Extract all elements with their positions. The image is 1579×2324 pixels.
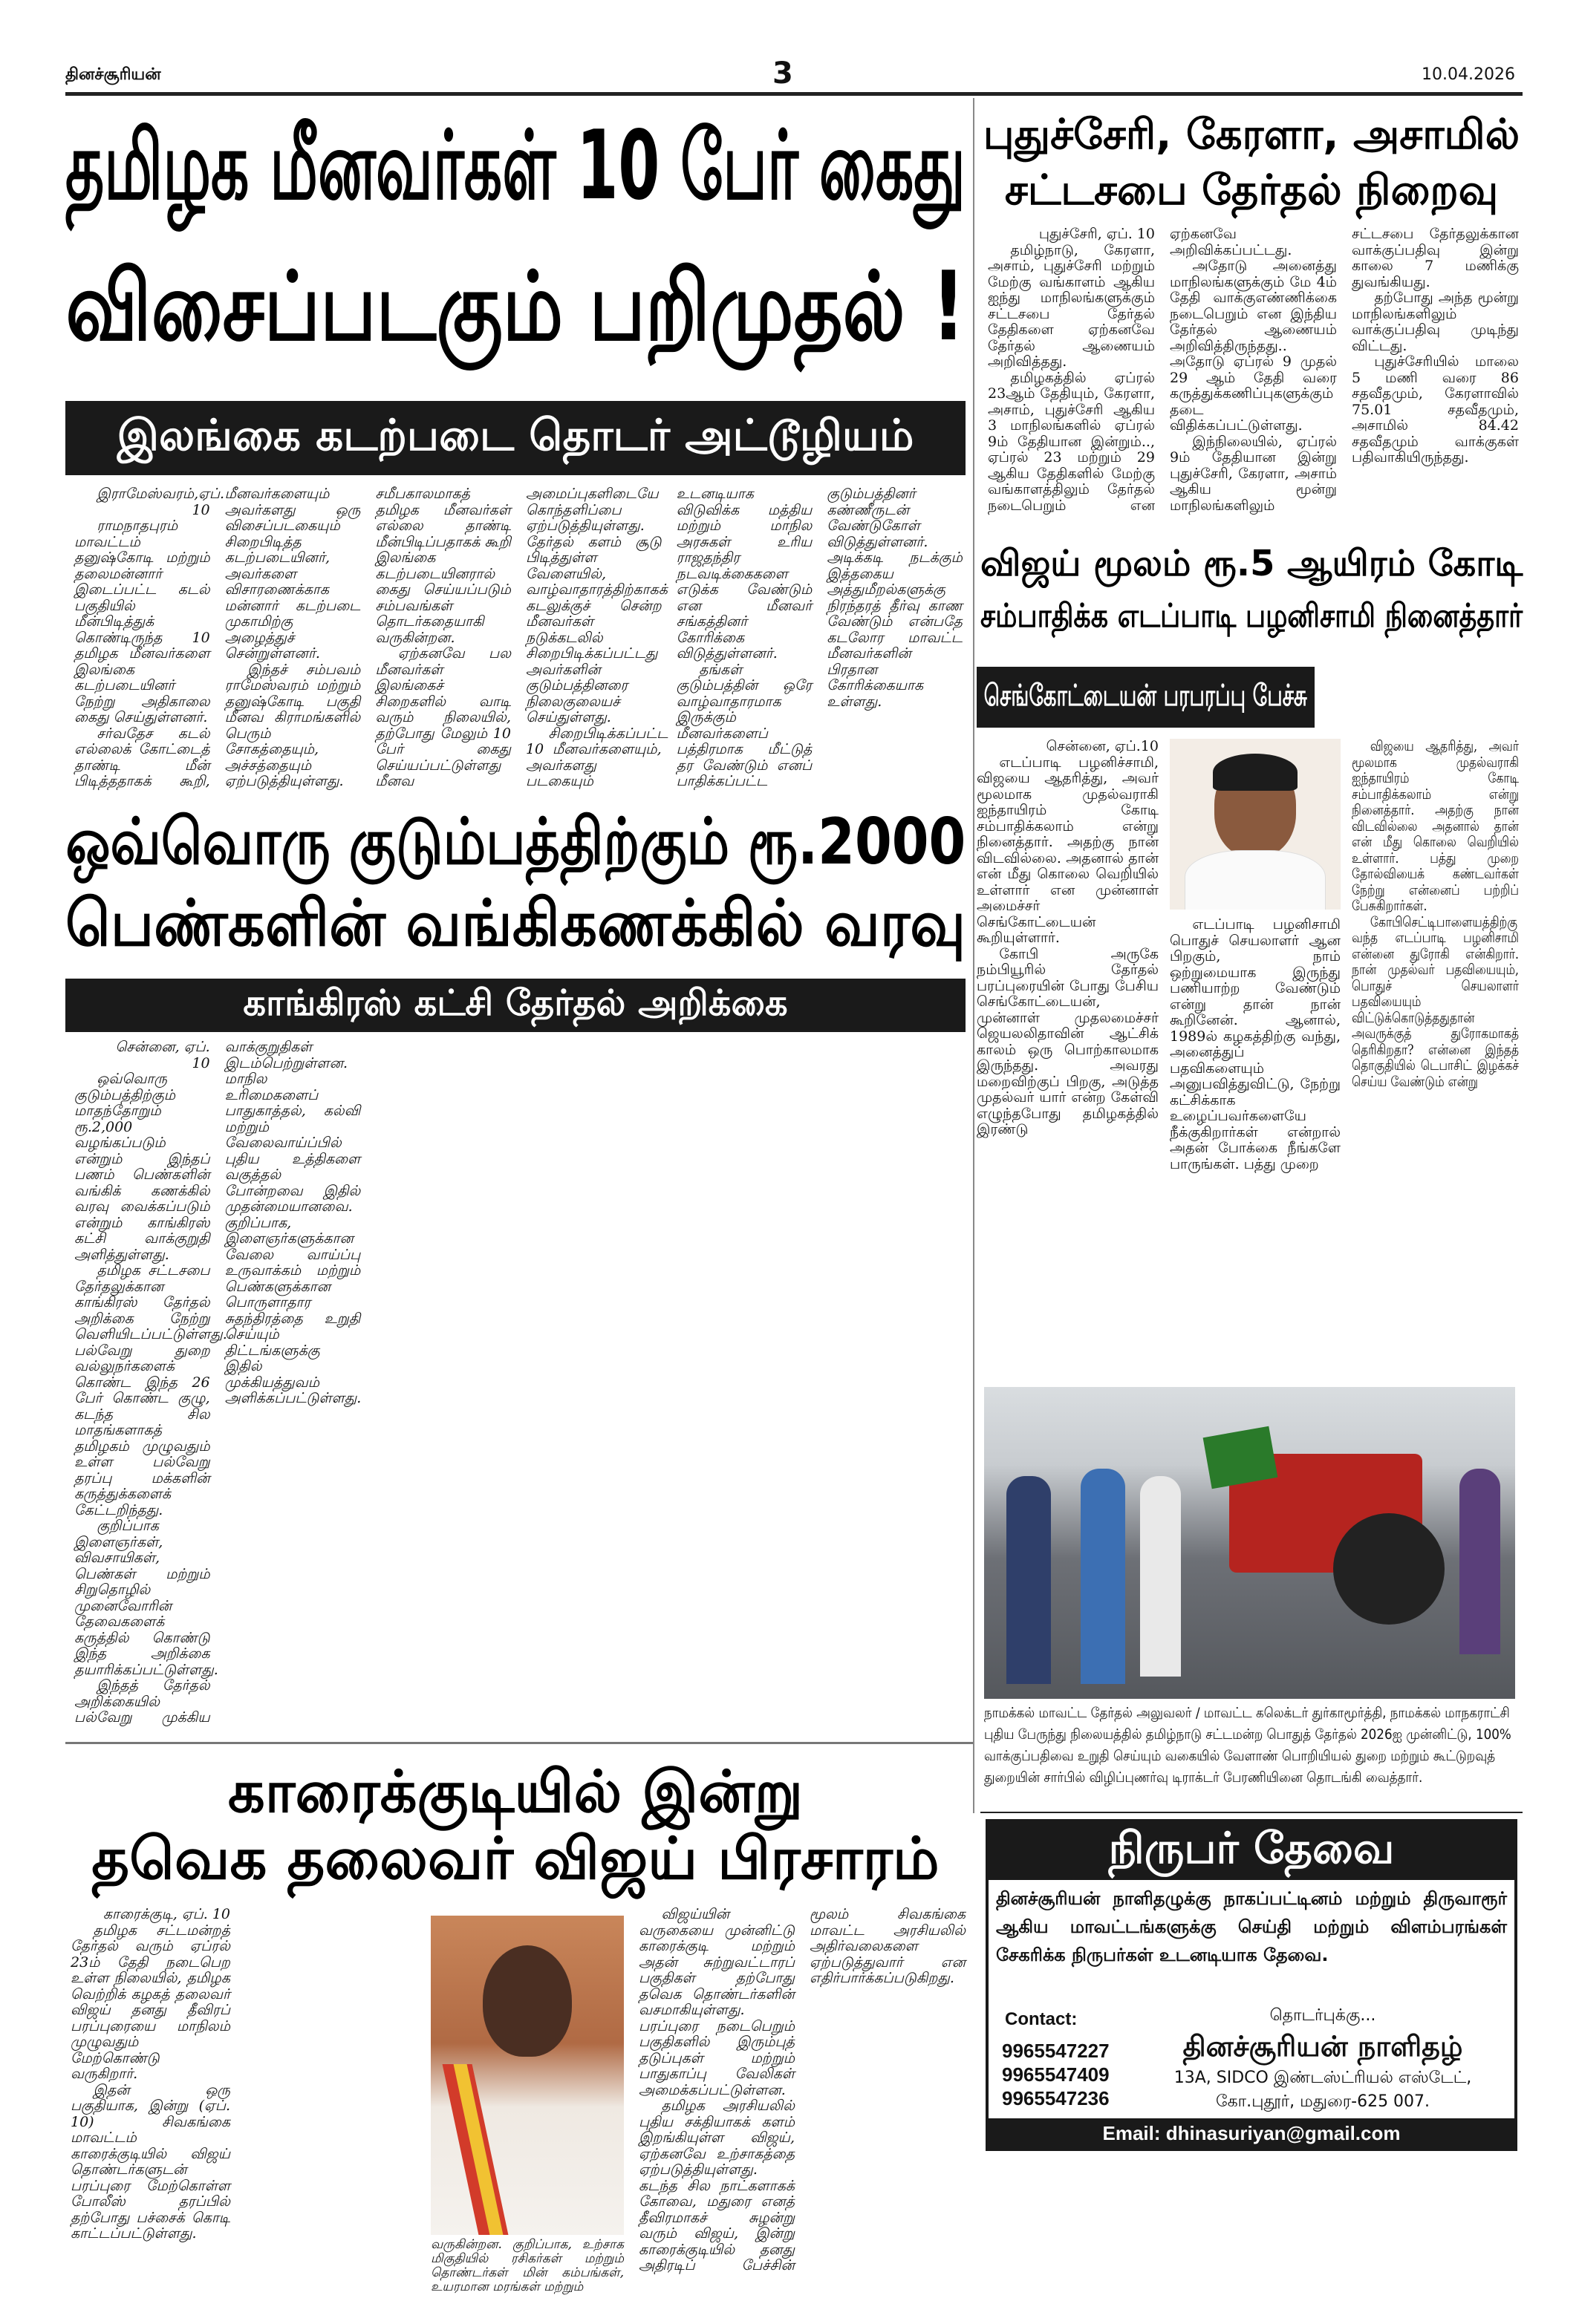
banner-sengottaiyan-text: செங்கோட்டையன் பரபரப்பு பேச்சு [983, 678, 1308, 713]
banner-sengottaiyan [977, 667, 1315, 728]
headline-karaikudi-line2: தவெக தலைவர் விஜய் பிரசாரம் [91, 1826, 940, 1893]
dateline: புதுச்சேரி, ஏப். 10 [1038, 226, 1155, 242]
headline-fishermen-line1: தமிழக மீனவர்கள் 10 பேர் கைது [65, 111, 966, 221]
dateline: இராமேஸ்வரம்,ஏப். 10 [97, 486, 225, 518]
ad-address-line1: 13A, SIDCO இண்டஸ்ட்ரியல் எஸ்டேட், [1173, 2069, 1472, 2087]
paragraph: கோபி அருகே நம்பியூரில் தேர்தல் பரப்புரையின் போது பேசிய செங்கோட்டையன், முன்னாள் முதலமைச்சர் ஜெயலலிதாவின் ஆட்சிக் காலம் ஒரு பொற்காலமாக இருந்தது. அவரது மறைவிற்குப் பிறகு, அடுத்த முதல்வர் யார் என்ற கேள்வி எழுந்தபோது தமிழகத்தில் இரண்டு [977, 945, 1159, 1137]
banner-congress [65, 979, 966, 1032]
banner-fishermen-text: இலங்கை கடற்படை தொடர் அட்டூழியம் [117, 410, 914, 460]
masthead-name: தினச்சூரியன் [65, 65, 161, 84]
paragraph: அதோடு அனைத்து மாநிலங்களுக்கும் மே 4ம் தேதி வாக்குஎண்ணிக்கை நடைபெறும் என இந்திய தேர்தல் ஆணையம் அறிவித்திருந்தது.. அதோடு ஏப்ரல் 9 முதல் 29 ஆம் தேதி வரை கருத்துக்கணிப்புகளுக்கும் தடை விதிக்கப்பட்டுள்ளது. [1170, 258, 1337, 434]
paragraph: தங்கள் குடும்பத்தின் ஒரே வாழ்வாதாரமாக இருக்கும் மீனவர்களைப் பத்திரமாக மீட்டுத் தர வேண்டும் எனப் பாதிக்கப்பட்ட குடும்பத்தினர் கண்ணீருடன் வேண்டுகோள் விடுத்துள்ளனர். அடிக்கடி நடக்கும் இத்தகைய அத்துமீறல்களுக்கு நிரந்தரத் தீர்வு காண வேண்டும் என்பதே கடலோர மாவட்ட மீனவர்களின் பிரதான கோரிக்கையாக உள்ளது. [676, 486, 963, 789]
dateline: சென்னை, ஏப். 10 [115, 1039, 210, 1071]
paragraph: எடப்பாடி பழனிசாமி பொதுச் செயலாளர் ஆன பிறகும், நாம் ஒற்றுமையாக இருந்து பணியாற்ற வேண்டும் என்று தான் நான் கூறினேன். ஆனால், 1989ல் கழகத்திற்கு வந்து, அனைத்துப் பதவிகளையும் அனுபவித்துவிட்டு, நேற்று கட்சிக்காக உழைப்பவர்களையே நீக்குகிறார்கள் என்றால் அதன் போக்கை நீங்களே பாருங்கள். பத்து முறை [1170, 916, 1341, 1172]
article-body-karaikudi-right [639, 1907, 966, 2278]
headline-congress-line1: ஒவ்வொரு குடும்பத்திற்கும் ரூ.2000 [65, 805, 966, 879]
headline-sengottaiyan-line1: விஜய் மூலம் ரூ.5 ஆயிரம் கோடி [980, 543, 1523, 584]
headline-election-line1: புதுச்சேரி, கேரளா, அசாமில் [983, 111, 1520, 159]
paragraph: இந்நிலையில், ஏப்ரல் 9ம் தேதியான இன்று புதுச்சேரி, கேரளா, அசாம் ஆகிய மூன்று மாநிலங்களிலும் சட்டசபை தேர்தலுக்கான வாக்குப்பதிவு இன்று காலை 7 மணிக்கு துவங்கியது. [1170, 226, 1519, 514]
paragraph: தமிழகத்தில் ஏப்ரல் 23ஆம் தேதியும், கேரளா, அசாம், புதுச்சேரி ஆகிய 3 மாநிலங்களில் ஏப்ரல் 9ம் தேதியான இன்றும்.., ஏப்ரல் 23 மற்றும் 29 ஆகிய தேதிகளில் மேற்கு வங்காளத்திலும் தேர்தல் நடைபெறும் என ஏற்கனவே அறிவிக்கப்பட்டது. [988, 226, 1292, 514]
banner-congress-text: காங்கிரஸ் கட்சி தேர்தல் அறிக்கை [243, 982, 788, 1024]
paragraph: இதன் ஒரு பகுதியாக, இன்று (ஏப். 10) சிவகங்கை மாவட்டம் காரைக்குடியில் விஜய் தொண்டர்களுடன் பரப்புரை மேற்கொள்ள போலீஸ் தரப்பில் தற்போது பச்சைக் கொடி காட்டப்பட்டுள்ளது. [71, 2081, 230, 2242]
paragraph: ராமநாதபுரம் மாவட்டம் தனுஷ்கோடி மற்றும் தலைமன்னார் இடைப்பட்ட கடல் பகுதியில் மீன்பிடித்துக் கொண்டிருந்த 10 தமிழக மீனவர்களை இலங்கை கடற்படையினர் நேற்று அதிகாலை கைது செய்துள்ளனர். [74, 518, 210, 725]
vijay-photo-caption: வருகின்றன. குறிப்பாக, உற்சாக மிகுதியில் ரசிகர்கள் மற்றும் தொண்டர்கள் மின் கம்பங்கள், உயரமான மரங்கள் மற்றும் [431, 2237, 624, 2294]
ad-body: தினச்சூரியன் நாளிதழுக்கு நாகப்பட்டினம் மற்றும் திருவாரூர் ஆகிய மாவட்டங்களுக்கு செய்தி மற்றும் விளம்பரங்கள் சேகரிக்க நிருபர்கள் உடனடியாக தேவை. [996, 1888, 1507, 1965]
section-rule [65, 1742, 973, 1744]
paragraph: சிறைபிடிக்கப்பட்ட 10 மீனவர்களையும், அவர்களது படகையும் உடனடியாக விடுவிக்க மத்திய மற்றும் மாநில அரசுகள் உரிய ராஜதந்திர நடவடிக்கைகளை எடுக்க வேண்டும் என மீனவர் சங்கத்தினர் கோரிக்கை விடுத்துள்ளனர். [525, 486, 813, 789]
ad-email-bar [989, 2118, 1514, 2148]
ad-phone[interactable]: 9965547227 [1002, 2040, 1110, 2062]
dateline: சென்னை, ஏப்.10 [1046, 738, 1159, 754]
paragraph: எடப்பாடி பழனிச்சாமி, விஜயை ஆதரித்து, அவர் மூலமாக முதல்வராகி ஐந்தாயிரம் கோடி சம்பாதிக்கலாம் என்று நினைத்தார். அதற்கு நான் விடவில்லை. அதனால் தான் என் மீது கொலை வெறியில் உள்ளார் என முன்னாள் அமைச்சர் செங்கோட்டையன் கூறியுள்ளார். [977, 754, 1159, 946]
ad-email[interactable]: Email: dhinasuriyan@gmail.com [1102, 2121, 1401, 2144]
headline-sengottaiyan-line2: சம்பாதிக்க எடப்பாடி பழனிசாமி நினைத்தார் [980, 597, 1523, 635]
article-body-sengottaiyan-col1 [977, 739, 1159, 1381]
issue-date: 10.04.2026 [1422, 65, 1515, 84]
ad-contact-label: Contact: [1005, 2009, 1078, 2029]
paragraph: ஒவ்வொரு குடும்பத்திற்கும் மாதந்தோறும் ரூ.2,000 வழங்கப்படும் என்றும் இந்தப் பணம் பெண்களின் வங்கிக் கணக்கில் வரவு வைக்கப்படும் என்றும் காங்கிரஸ் கட்சி வாக்குறுதி அளித்துள்ளது. [74, 1071, 210, 1263]
reporter-wanted-ad [986, 1819, 1517, 2151]
article-body-congress [74, 1039, 963, 1734]
ad-contact-tamil: தொடர்புக்கு... [1269, 2006, 1376, 2025]
ad-paper-name: தினச்சூரியன் நாளிதழ் [1182, 2030, 1463, 2063]
page-number: 3 [772, 56, 793, 91]
ad-address-line2: கோ.புதூர், மதுரை-625 007. [1215, 2092, 1430, 2111]
tractor-photo-caption: நாமக்கல் மாவட்ட தேர்தல் அலுவலர் / மாவட்ட கலெக்டர் துர்காமூர்த்தி, நாமக்கல் மாநகராட்சி புதிய பேருந்து நிலையத்தில் தமிழ்நாடு சட்டமன்ற பொதுத் தேர்தல் 2026ஐ முன்னிட்டு, 100% வாக்குப்பதிவை உறுதி செய்யும் வகையில் வேளாண் பொறியியல் துறை மற்றும் கூட்டுறவுத் துறையின் சார்பில் விழிப்புணர்வு டிராக்டர் பேரணியினை தொடங்கி வைத்தார். [984, 1705, 1511, 1786]
article-body-sengottaiyan-col3 [1352, 739, 1519, 1381]
dateline: காரைக்குடி, ஏப். 10 [102, 1906, 230, 1922]
article-body-karaikudi-left [71, 1907, 405, 2278]
article-body-sengottaiyan-col2 [1170, 917, 1341, 1381]
paragraph: தமிழ்நாடு, கேரளா, அசாம், புதுச்சேரி மற்றும் மேற்கு வங்காளம் ஆகிய ஐந்து மாநிலங்களுக்கும் சட்டசபை தேர்தல் தேதிகளை ஏற்கனவே தேர்தல் ஆணையம் அறிவித்தது. [988, 241, 1155, 370]
article-body-election [988, 226, 1519, 523]
paragraph: விஜயை ஆதரித்து, அவர் மூலமாக முதல்வராகி ஐந்தாயிரம் கோடி சம்பாதிக்கலாம் என்று நினைத்தார். அதற்கு நான் விடவில்லை அதனால் தான் என் மீது கொலை வெறியில் உள்ளார். பத்து முறை தோல்வியைக் கண்டவர்கள் நேற்று என்னைப் பற்றிப் பேசுகிறார்கள். [1352, 738, 1519, 914]
paragraph: ஏற்கனவே பல மீனவர்கள் இலங்கைச் சிறைகளில் வாடி வரும் நிலையில், தற்போது மேலும் 10 பேர் கைது செய்யப்பட்டுள்ளது மீனவ அமைப்புகளிடையே கொந்தளிப்பை ஏற்படுத்தியுள்ளது. தேர்தல் களம் சூடு பிடித்துள்ள வேளையில், வாழ்வாதாரத்திற்காகக் கடலுக்குச் சென்ற மீனவர்கள் நடுக்கடலில் சிறைபிடிக்கப்பட்டது அவர்களின் குடும்பத்தினரை நிலைகுலையச் செய்துள்ளது. [375, 486, 668, 789]
paragraph: தற்போது அந்த மூன்று மாநிலங்களிலும் வாக்குப்பதிவு முடிந்து விட்டது. [1352, 290, 1519, 354]
vijay-photo [431, 1916, 624, 2235]
ad-title-bar [989, 1822, 1514, 1880]
headline-fishermen-line2: விசைப்படகும் பறிமுதல் ! [65, 252, 966, 362]
paragraph: புதுச்சேரியில் மாலை 5 மணி வரை 86 சதவீதமும், கேரளாவில் 75.01 சதவீதமும், அசாமில் 84.42 சதவீதமும் வாக்குகள் பதிவாகியிருந்தது. [1352, 353, 1519, 466]
ad-title: நிருபர் தேவை [1108, 1823, 1395, 1873]
header-rule [65, 92, 1523, 96]
sengottaiyan-photo [1170, 739, 1341, 910]
paragraph: குறிப்பாக இளைஞர்கள், விவசாயிகள், பெண்கள் மற்றும் சிறுதொழில் முனைவோரின் தேவைகளைக் கருத்தில் கொண்டு இந்த அறிக்கை தயாரிக்கப்பட்டுள்ளது. [74, 1518, 218, 1678]
paragraph: விஜய்யின் வருகையை முன்னிட்டு காரைக்குடி மற்றும் அதன் சுற்றுவட்டாரப் பகுதிகள் தற்போது தவெக தொண்டர்களின் வசமாகியுள்ளது. பரப்புரை நடைபெறும் பகுதிகளில் இரும்புத் தடுப்புகள் மற்றும் பாதுகாப்பு வேலிகள் அமைக்கப்பட்டுள்ளன. [639, 1906, 795, 2098]
headline-election-line2: சட்டசபை தேர்தல் நிறைவு [1004, 166, 1499, 215]
headline-congress-line2: பெண்களின் வங்கிகணக்கில் வரவு [65, 887, 966, 961]
paragraph: தமிழக அரசியலில் புதிய சக்தியாகக் களம் இறங்கியுள்ள விஜய், ஏற்கனவே உற்சாகத்தை ஏற்படுத்தியுள்ளது. கடந்த சில நாட்களாகக் கோவை, மதுரை எனத் தீவிரமாகச் சுழன்று வரும் விஜய், இன்று காரைக்குடியில் தனது அதிரடிப் பேச்சின் மூலம் சிவகங்கை மாவட்ட அரசியலில் அதிர்வலைகளை ஏற்படுத்துவார் என எதிர்பார்க்கப்படுகிறது. [639, 1906, 966, 2274]
article-body-fishermen [74, 486, 963, 791]
paragraph: சர்வதேச கடல் எல்லைக் கோட்டைத் தாண்டி மீன் பிடித்ததாகக் கூறி, மீனவர்களையும் அவர்களது ஒரு விசைப்படகையும் சிறைபிடித்த கடற்படையினர், அவர்களை விசாரணைக்காக மன்னார் கடற்படை முகாமிற்கு அழைத்துச் சென்றுள்ளனர். [74, 486, 361, 789]
paragraph: தமிழக சட்டசபை தேர்தலுக்கான காங்கிரஸ் தேர்தல் அறிக்கை நேற்று வெளியிடப்பட்டுள்ளது. பல்வேறு துறை வல்லுநர்களைக் கொண்ட இந்த 26 பேர் கொண்ட குழு, கடந்த சில மாதங்களாகத் தமிழகம் முழுவதும் உள்ள பல்வேறு தரப்பு மக்களின் கருத்துக்களைக் கேட்டறிந்தது. [74, 1262, 227, 1518]
paragraph: இந்தச் சம்பவம் ராமேஸ்வரம் மற்றும் தனுஷ்கோடி பகுதி மீனவ கிராமங்களில் பெரும் சோகத்தையும், அச்சத்தையும் ஏற்படுத்தியுள்ளது. சமீபகாலமாகத் தமிழக மீனவர்கள் எல்லை தாண்டி மீன்பிடிப்பதாகக் கூறி இலங்கை கடற்படையினரால் கைது செய்யப்படும் சம்பவங்கள் தொடர்கதையாகி வருகின்றன. [224, 486, 511, 789]
ad-phone[interactable]: 9965547409 [1002, 2063, 1110, 2086]
paragraph: தமிழக சட்டமன்றத் தேர்தல் வரும் ஏப்ரல் 23ம் தேதி நடைபெற உள்ள நிலையில், தமிழக வெற்றிக் கழகத் தலைவர் விஜய் தனது தீவிரப் பரப்புரையை மாநிலம் முழுவதும் மேற்கொண்டு வருகிறார். [71, 1922, 230, 2082]
headline-karaikudi-line1: காரைக்குடியில் இன்று [227, 1759, 804, 1826]
paragraph: இந்தத் தேர்தல் அறிக்கையில் பல்வேறு முக்கிய வாக்குறுதிகள் இடம்பெற்றுள்ளன. மாநில உரிமைகளைப் பாதுகாத்தல், கல்வி மற்றும் வேலைவாய்ப்பில் புதிய உத்திகளை வகுத்தல் போன்றவை இதில் முதன்மையானவை. குறிப்பாக, இளைஞர்களுக்கான வேலை வாய்ப்பு உருவாக்கம் மற்றும் பெண்களுக்கான பொருளாதார சுதந்திரத்தை உறுதி செய்யும் திட்டங்களுக்கு இதில் முக்கியத்துவம் அளிக்கப்பட்டுள்ளது. [74, 1039, 362, 1726]
ad-phone[interactable]: 9965547236 [1002, 2087, 1110, 2109]
banner-fishermen [65, 401, 966, 475]
paragraph: கோபிசெட்டிபாளையத்திற்கு வந்த எடப்பாடி பழனிசாமி என்னை துரோகி என்கிறார். நான் முதல்வர் பதவியையும், பொதுச் செயலாளர் பதவியையும் விட்டுக்கொடுத்ததுதான் அவருக்குத் துரோகமாகத் தெரிகிறதா? என்னை இந்தத் தொகுதியில் டெபாசிட் இழக்கச் செய்ய வேண்டும் என்று [1352, 913, 1519, 1090]
column-divider [973, 98, 974, 1813]
tractor-rally-photo [984, 1387, 1515, 1699]
caption-rule [980, 1812, 1523, 1813]
